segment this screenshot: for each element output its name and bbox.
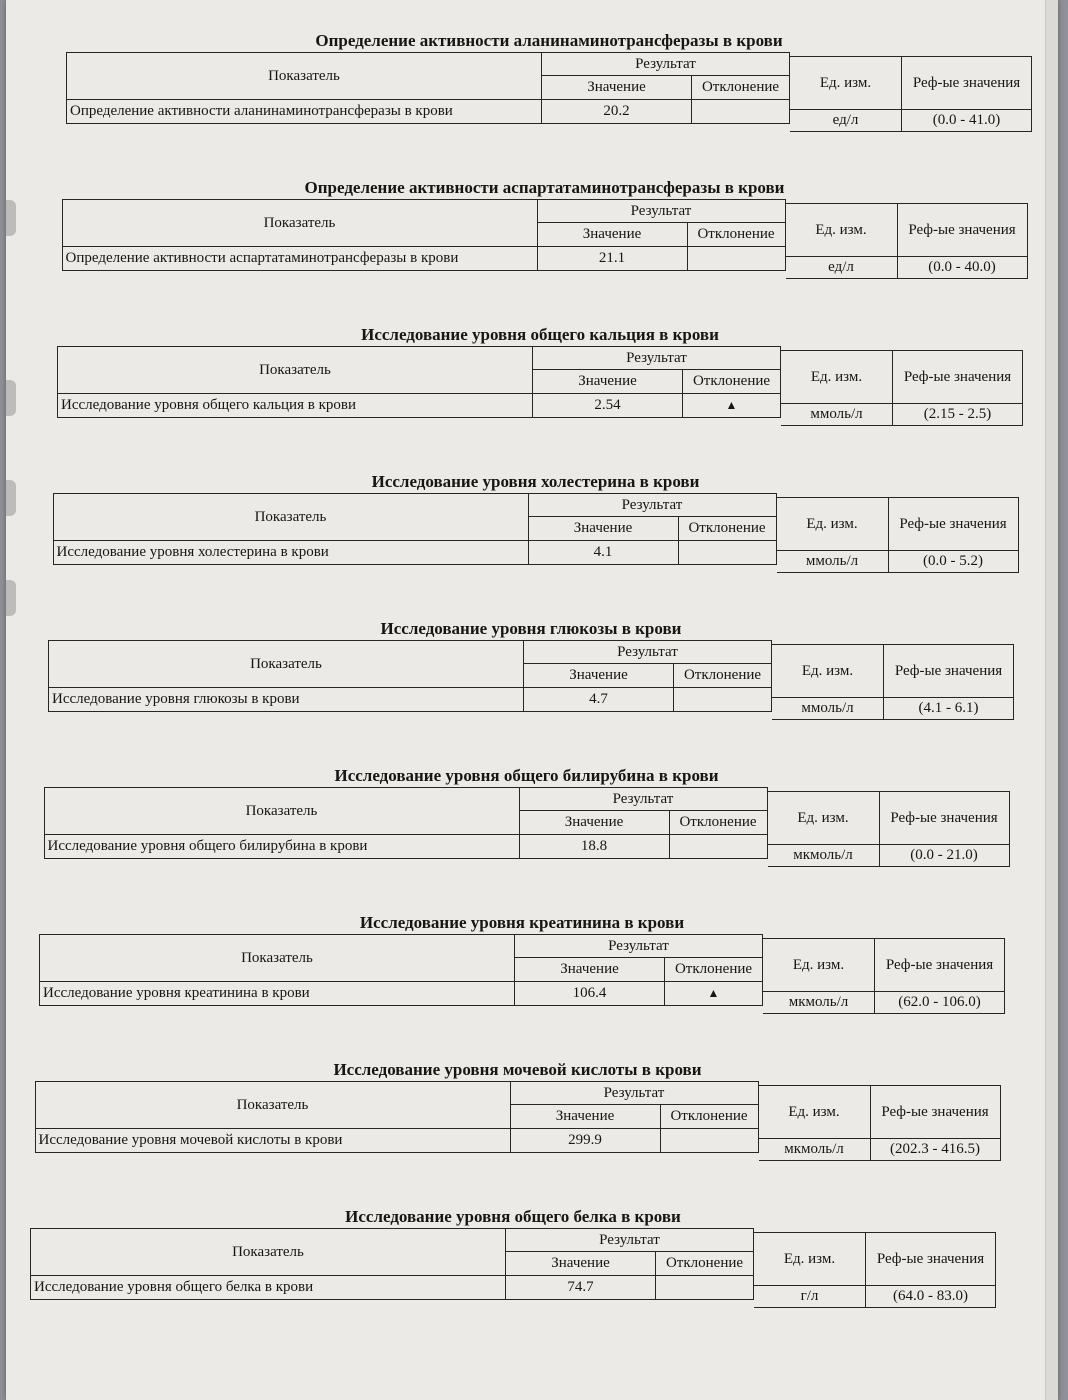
row-value: 4.7	[524, 688, 674, 712]
test-title: Исследование уровня глюкозы в крови	[380, 619, 682, 638]
header-value: Значение	[533, 370, 683, 394]
row-unit: ммоль/л	[781, 404, 893, 426]
header-value: Значение	[542, 76, 692, 100]
row-deviation	[656, 1276, 754, 1300]
header-unit: Ед. изм.	[759, 1085, 871, 1139]
row-deviation	[679, 541, 777, 565]
row-value: 4.1	[529, 541, 679, 565]
header-deviation: Отклонение	[665, 958, 763, 982]
test-title: Исследование уровня общего билирубина в крови	[334, 766, 719, 785]
row-unit: ед/л	[786, 257, 898, 279]
row-deviation: ▲	[665, 982, 763, 1006]
header-deviation: Отклонение	[688, 223, 786, 247]
row-deviation	[674, 688, 772, 712]
header-indicator: Показатель	[35, 1081, 511, 1129]
row-indicator: Исследование уровня глюкозы в крови	[48, 688, 524, 712]
header-reference: Реф-ые значения	[871, 1085, 1001, 1139]
header-reference: Реф-ые значения	[889, 497, 1019, 551]
row-reference: (64.0 - 83.0)	[866, 1286, 996, 1308]
test-title: Исследование уровня общего кальция в крови	[361, 325, 719, 344]
test-section	[48, 616, 1014, 734]
header-value: Значение	[506, 1252, 656, 1276]
test-title: Определение активности аспартатаминотрансферазы в крови	[304, 178, 785, 197]
binder-holes	[6, 0, 20, 1400]
test-title: Исследование уровня креатинина в крови	[359, 913, 685, 932]
header-value: Значение	[529, 517, 679, 541]
header-unit: Ед. изм.	[772, 644, 884, 698]
test-title: Исследование уровня мочевой кислоты в крови	[333, 1060, 702, 1079]
header-deviation: Отклонение	[670, 811, 768, 835]
test-title: Исследование уровня общего белка в крови	[345, 1207, 681, 1226]
test-section	[62, 175, 1028, 293]
header-reference: Реф-ые значения	[902, 56, 1032, 110]
header-deviation: Отклонение	[679, 517, 777, 541]
row-value: 18.8	[520, 835, 670, 859]
result-table	[66, 52, 1032, 140]
header-indicator: Показатель	[30, 1228, 506, 1276]
row-indicator: Определение активности аспартатаминотрансферазы в крови	[62, 247, 538, 271]
header-result: Результат	[524, 640, 772, 664]
row-unit: мкмоль/л	[768, 845, 880, 867]
row-indicator: Исследование уровня холестерина в крови	[53, 541, 529, 565]
header-result: Результат	[506, 1228, 754, 1252]
test-section	[35, 1057, 1001, 1175]
row-reference: (0.0 - 21.0)	[880, 845, 1010, 867]
header-indicator: Показатель	[66, 52, 542, 100]
row-deviation	[661, 1129, 759, 1153]
header-result: Результат	[542, 52, 790, 76]
row-indicator: Исследование уровня общего билирубина в крови	[44, 835, 520, 859]
header-deviation: Отклонение	[674, 664, 772, 688]
test-title: Исследование уровня холестерина в крови	[371, 472, 700, 491]
row-reference: (62.0 - 106.0)	[875, 992, 1005, 1014]
row-reference: (202.3 - 416.5)	[871, 1139, 1001, 1161]
result-table	[35, 1081, 1001, 1169]
header-reference: Реф-ые значения	[898, 203, 1028, 257]
header-result: Результат	[533, 346, 781, 370]
row-indicator: Исследование уровня общего кальция в крови	[57, 394, 533, 418]
header-indicator: Показатель	[48, 640, 524, 688]
row-value: 299.9	[511, 1129, 661, 1153]
header-result: Результат	[515, 934, 763, 958]
row-indicator: Исследование уровня креатинина в крови	[39, 982, 515, 1006]
header-result: Результат	[529, 493, 777, 517]
row-deviation	[670, 835, 768, 859]
row-unit: ммоль/л	[777, 551, 889, 573]
header-indicator: Показатель	[57, 346, 533, 394]
binder-hole	[6, 480, 16, 516]
result-table	[30, 1228, 996, 1316]
header-value: Значение	[524, 664, 674, 688]
header-unit: Ед. изм.	[790, 56, 902, 110]
row-deviation	[688, 247, 786, 271]
header-result: Результат	[520, 787, 768, 811]
header-unit: Ед. изм.	[754, 1232, 866, 1286]
header-deviation: Отклонение	[692, 76, 790, 100]
row-unit: мкмоль/л	[759, 1139, 871, 1161]
binder-hole	[6, 200, 16, 236]
header-reference: Реф-ые значения	[880, 791, 1010, 845]
test-section	[39, 910, 1005, 1028]
result-table	[53, 493, 1019, 581]
row-deviation	[692, 100, 790, 124]
header-indicator: Показатель	[53, 493, 529, 541]
header-reference: Реф-ые значения	[884, 644, 1014, 698]
header-unit: Ед. изм.	[763, 938, 875, 992]
row-indicator: Исследование уровня мочевой кислоты в крови	[35, 1129, 511, 1153]
row-value: 20.2	[542, 100, 692, 124]
header-indicator: Показатель	[62, 199, 538, 247]
row-reference: (2.15 - 2.5)	[893, 404, 1023, 426]
row-reference: (0.0 - 5.2)	[889, 551, 1019, 573]
header-reference: Реф-ые значения	[866, 1232, 996, 1286]
binder-hole	[6, 580, 16, 616]
header-value: Значение	[538, 223, 688, 247]
row-value: 74.7	[506, 1276, 656, 1300]
row-reference: (0.0 - 41.0)	[902, 110, 1032, 132]
binder-hole	[6, 380, 16, 416]
header-deviation: Отклонение	[683, 370, 781, 394]
header-indicator: Показатель	[44, 787, 520, 835]
row-unit: ед/л	[790, 110, 902, 132]
header-deviation: Отклонение	[656, 1252, 754, 1276]
row-value: 2.54	[533, 394, 683, 418]
header-value: Значение	[520, 811, 670, 835]
row-reference: (4.1 - 6.1)	[884, 698, 1014, 720]
result-table	[44, 787, 1010, 875]
result-table	[48, 640, 1014, 728]
header-unit: Ед. изм.	[768, 791, 880, 845]
row-unit: ммоль/л	[772, 698, 884, 720]
row-reference: (0.0 - 40.0)	[898, 257, 1028, 279]
header-unit: Ед. изм.	[781, 350, 893, 404]
header-result: Результат	[511, 1081, 759, 1105]
header-reference: Реф-ые значения	[893, 350, 1023, 404]
row-unit: г/л	[754, 1286, 866, 1308]
header-indicator: Показатель	[39, 934, 515, 982]
row-indicator: Исследование уровня общего белка в крови	[30, 1276, 506, 1300]
test-title: Определение активности аланинаминотрансферазы в крови	[315, 31, 783, 50]
row-unit: мкмоль/л	[763, 992, 875, 1014]
test-section	[30, 1204, 996, 1322]
header-unit: Ед. изм.	[777, 497, 889, 551]
row-deviation: ▲	[683, 394, 781, 418]
test-section	[57, 322, 1023, 440]
header-value: Значение	[515, 958, 665, 982]
test-section	[44, 763, 1010, 881]
test-section	[66, 28, 1032, 146]
row-value: 21.1	[538, 247, 688, 271]
header-deviation: Отклонение	[661, 1105, 759, 1129]
page-edge-strip	[1045, 0, 1058, 1400]
header-unit: Ед. изм.	[786, 203, 898, 257]
test-section	[53, 469, 1019, 587]
result-table	[62, 199, 1028, 287]
header-reference: Реф-ые значения	[875, 938, 1005, 992]
header-result: Результат	[538, 199, 786, 223]
result-table	[57, 346, 1023, 434]
result-table	[39, 934, 1005, 1022]
row-indicator: Определение активности аланинаминотрансферазы в крови	[66, 100, 542, 124]
row-value: 106.4	[515, 982, 665, 1006]
header-value: Значение	[511, 1105, 661, 1129]
